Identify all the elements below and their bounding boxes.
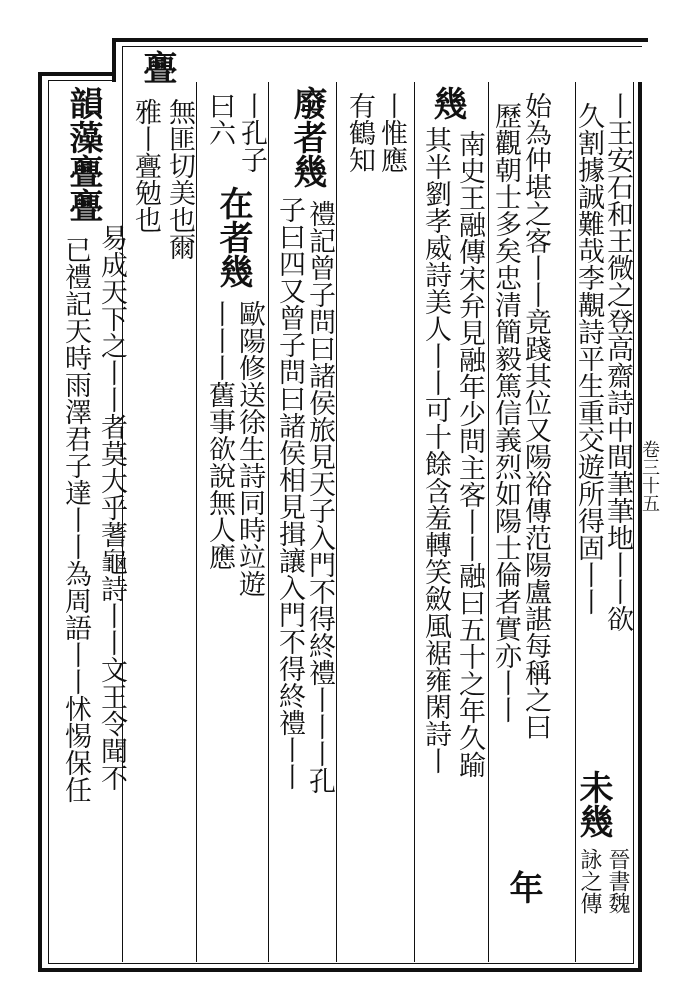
column-rule	[414, 82, 415, 962]
text-column: 已禮記天時雨澤君子達丨丨為周語丨丨怵惕保任	[60, 236, 91, 803]
column-rule	[196, 82, 197, 962]
text-column: 易成天下之丨丨者莫大乎蓍龜詩丨丨文王令聞不	[96, 224, 127, 791]
headword: 幾	[427, 86, 467, 120]
headword: 廢者幾	[287, 86, 327, 188]
text-column: 南史王融傳宋弁見融年少問主客丨丨融曰五十之年久踰	[454, 130, 485, 778]
headword: 在者幾	[213, 186, 253, 288]
headword: 年	[503, 870, 543, 904]
title-tab-border-inner	[122, 46, 642, 82]
text-column: 久割據誠難哉李覯詩平生重交遊所得固丨丨	[573, 102, 604, 615]
text-column: 丨王安石和王微之登高齋詩中間茟茟地丨丨欲	[602, 92, 633, 632]
text-column: 子曰四又曾子問曰諸侯相見揖讓入門不得終禮丨丨	[274, 196, 305, 790]
text-column: 有鶴知	[344, 92, 375, 173]
column-rule	[488, 82, 489, 962]
headword: 韻藻亹亹	[63, 86, 103, 222]
text-column: 丨丨丨舊事欲說無人應	[204, 300, 235, 570]
column-rule	[336, 82, 337, 962]
text-column: 曰六	[204, 92, 235, 146]
text-column: 其半劉孝威詩美人丨丨可十餘含羞轉笑斂風裾雍閑詩丨	[420, 126, 451, 774]
text-column: 丨惟應	[376, 92, 407, 173]
text-column: 雅丨亹勉也	[130, 98, 161, 233]
text-column: 始為仲堪之客丨丨竟踐其位又陽裕傳范陽盧諶每稱之曰	[520, 92, 551, 740]
headword: 亹	[137, 50, 177, 84]
text-column: 禮記曾子問曰諸侯旅見天子入門不得終禮丨丨丨孔	[304, 200, 335, 794]
text-column: 歷觀朝士多矣忠清簡毅篤信義烈如陽士倫者實亦丨丨	[490, 102, 521, 723]
column-rule	[268, 82, 269, 962]
headword: 未幾	[573, 770, 613, 838]
annotation: 晉書魏	[605, 848, 630, 914]
annotation: 詠之傳	[577, 848, 602, 914]
text-column: 無匪切美也爾	[164, 98, 195, 260]
text-column: 歐陽修送徐生詩同時竝遊	[234, 300, 265, 597]
volume-label: 卷三十五	[639, 440, 660, 512]
text-column: 丨孔子	[236, 92, 267, 173]
